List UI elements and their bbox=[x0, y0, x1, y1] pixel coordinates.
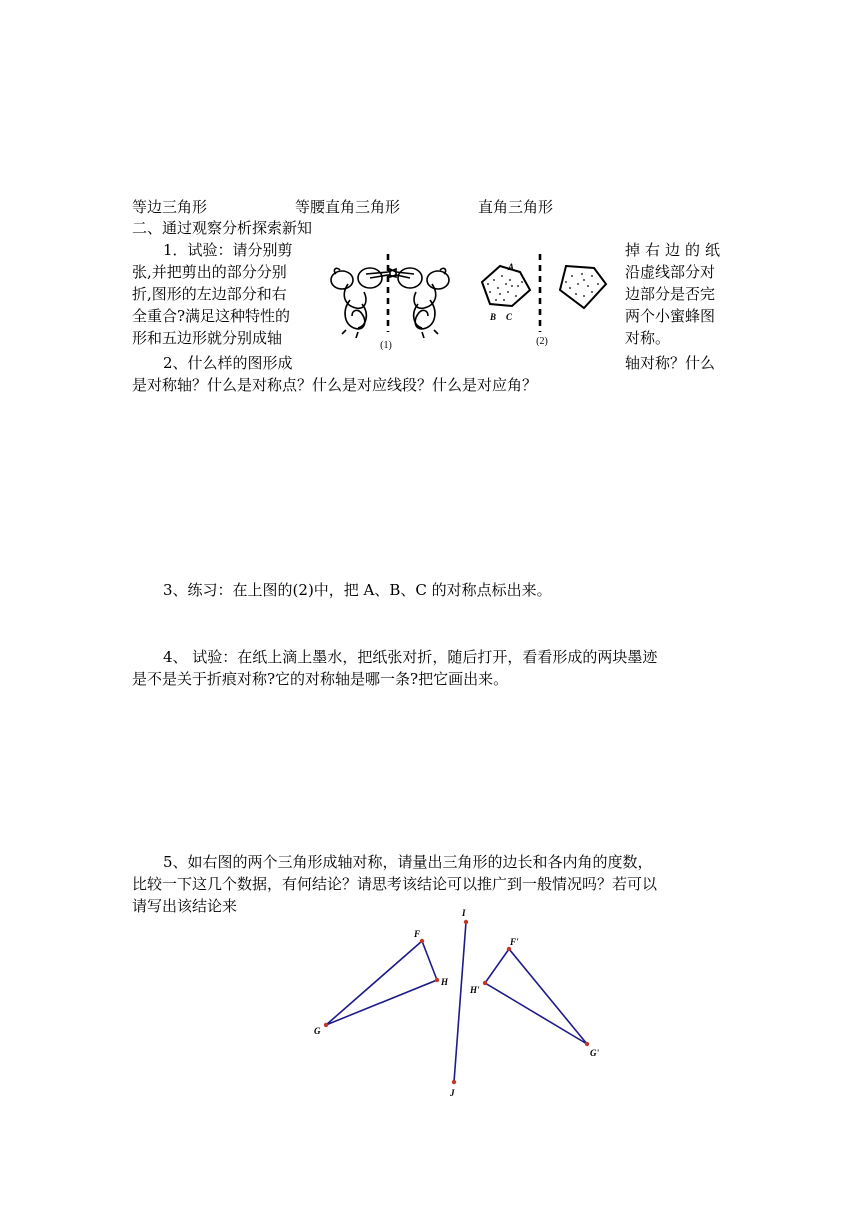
point-i bbox=[464, 920, 468, 924]
label-i: I bbox=[462, 908, 466, 918]
item1-left-line-1: 1．试验：请分别剪 bbox=[163, 241, 293, 259]
axis-line-ij bbox=[454, 922, 466, 1082]
item1-left-line-5: 形和五边形就分别成轴 bbox=[132, 329, 283, 347]
item1-left-line-4: 全重合?满足这种特性的 bbox=[132, 307, 291, 325]
figure-symmetric-shapes bbox=[322, 244, 618, 352]
point-h bbox=[435, 978, 439, 982]
pentagon-left bbox=[482, 266, 530, 306]
label-g-prime: G' bbox=[590, 1048, 599, 1058]
triangle-fgh bbox=[326, 941, 437, 1025]
item1-right-line-2: 沿虚线部分对 bbox=[625, 263, 716, 281]
label-j: J bbox=[450, 1088, 455, 1098]
point-f-prime bbox=[507, 947, 511, 951]
label-f-prime: F' bbox=[510, 937, 519, 947]
section-title: 二、通过观察分析探索新知 bbox=[132, 219, 313, 237]
bee-right-image bbox=[390, 268, 449, 338]
item2-line-2: 是对称轴？什么是对称点？什么是对应线段？什么是对应角？ bbox=[132, 376, 538, 394]
item2-left: 2、什么样的图形成 bbox=[163, 354, 293, 372]
label-equilateral-triangle: 等边三角形 bbox=[132, 198, 208, 216]
item4-line-1: 4、 试验：在纸上滴上墨水，把纸张对折，随后打开，看看形成的两块墨迹 bbox=[163, 648, 658, 666]
item1-right-line-4: 两个小蜜蜂图 bbox=[625, 307, 716, 325]
pentagon-right bbox=[560, 266, 606, 308]
item1-right-line-1: 掉右边的纸 bbox=[625, 241, 726, 259]
figure-caption-2: (2) bbox=[536, 336, 548, 347]
point-c-label: C bbox=[506, 312, 513, 322]
label-h-prime: H' bbox=[470, 985, 480, 995]
item1-right-line-3: 边部分是否完 bbox=[625, 285, 716, 303]
point-g bbox=[324, 1023, 328, 1027]
item1-right-line-5: 对称。 bbox=[625, 329, 671, 347]
bee-left-image bbox=[331, 268, 396, 338]
item5-line-2: 比较一下这几个数据，有何结论？请思考该结论可以推广到一般情况吗？若可以 bbox=[132, 875, 658, 893]
label-h: H bbox=[441, 977, 449, 987]
point-h-prime bbox=[483, 981, 487, 985]
figure-reflected-triangles bbox=[300, 900, 620, 1100]
figure-caption-1: (1) bbox=[380, 340, 392, 351]
item5-line-3: 请写出该结论来 bbox=[132, 897, 238, 915]
item2-right: 轴对称？什么 bbox=[625, 354, 716, 372]
label-right-triangle: 直角三角形 bbox=[478, 198, 554, 216]
item5-line-1: 5、如右图的两个三角形成轴对称，请量出三角形的边长和各内角的度数， bbox=[163, 853, 653, 871]
label-f: F bbox=[414, 929, 421, 939]
item4-line-2: 是不是关于折痕对称?它的对称轴是哪一条?把它画出来。 bbox=[132, 670, 509, 688]
point-a-label: A bbox=[508, 262, 515, 272]
point-b-label: B bbox=[490, 312, 497, 322]
point-j bbox=[452, 1080, 456, 1084]
triangle-f2g2h2 bbox=[485, 949, 587, 1044]
point-g-prime bbox=[585, 1042, 589, 1046]
item1-left-line-2: 张,并把剪出的部分分别 bbox=[132, 263, 287, 281]
item1-left-line-3: 折,图形的左边部分和右 bbox=[132, 285, 287, 303]
item3-text: 3、练习：在上图的(2)中，把 A、B、C 的对称点标出来。 bbox=[163, 581, 552, 599]
point-f bbox=[420, 939, 424, 943]
label-g: G bbox=[314, 1026, 321, 1036]
label-isosceles-right-triangle: 等腰直角三角形 bbox=[295, 198, 401, 216]
figure2-points bbox=[324, 920, 589, 1084]
